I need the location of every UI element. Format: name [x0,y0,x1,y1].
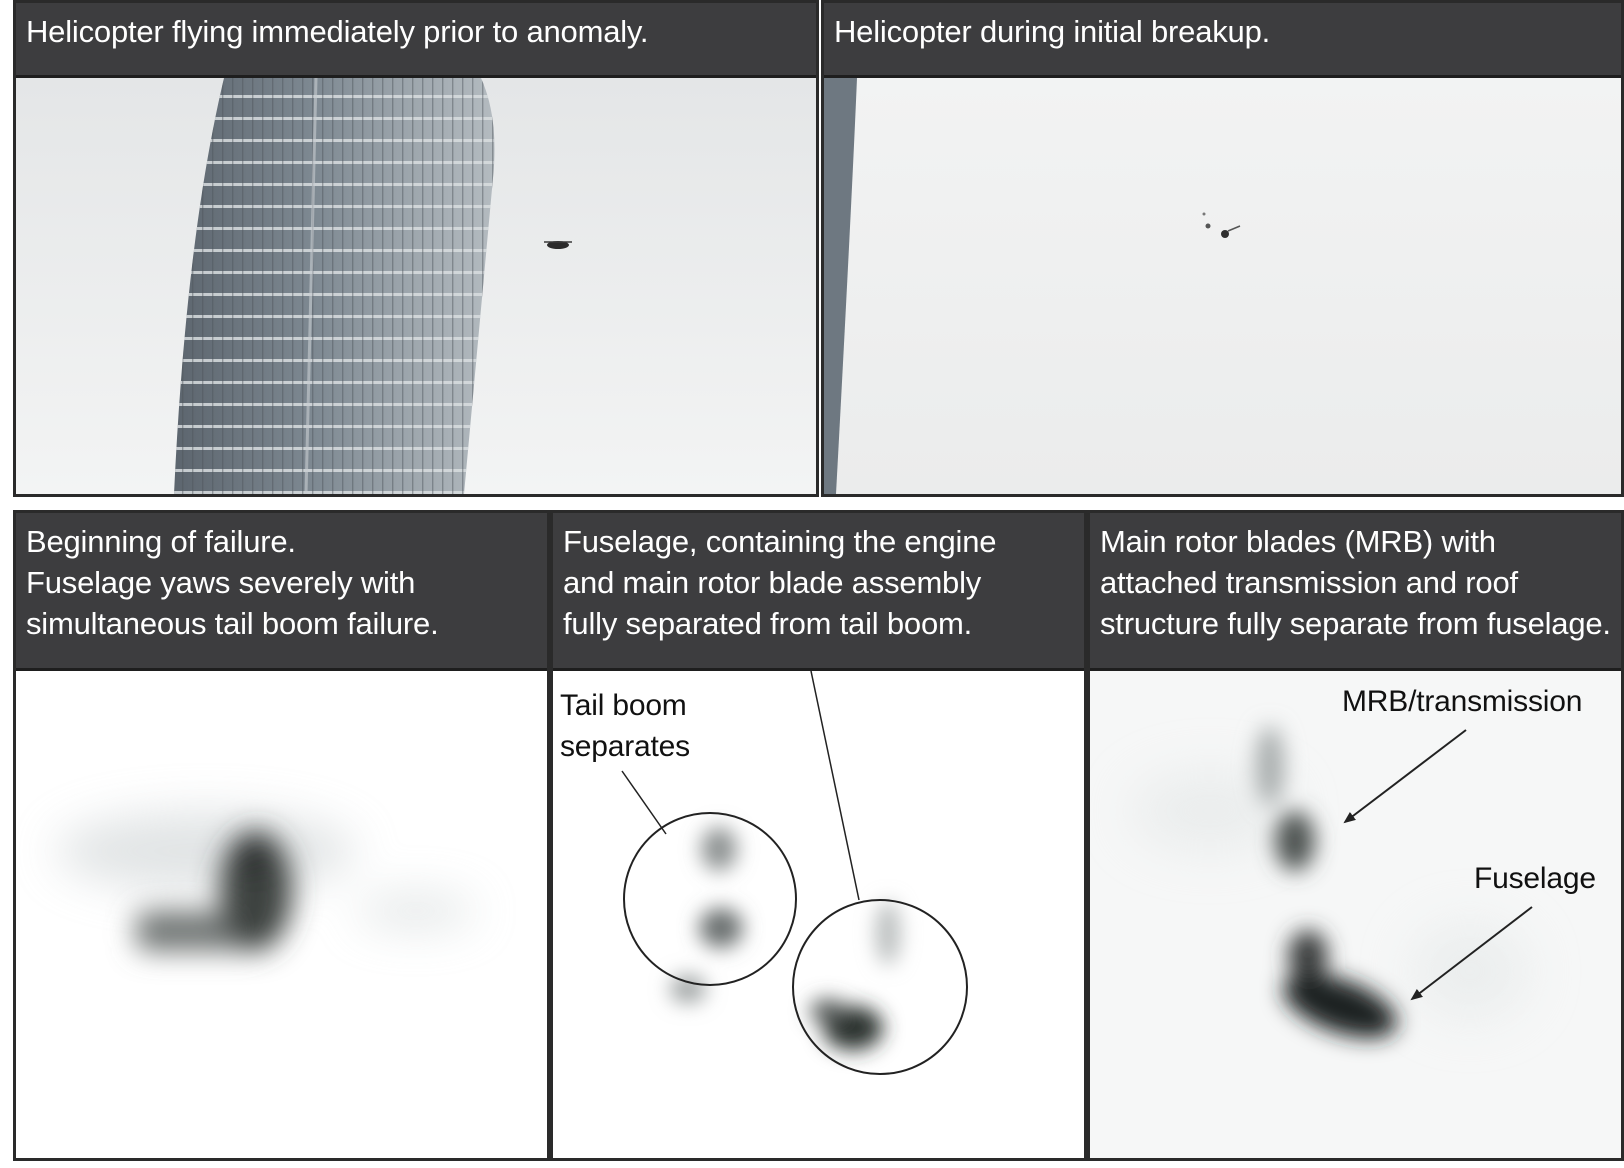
annotation-mrb-transmission: MRB/transmission [1342,685,1583,718]
panel-pre-anomaly [13,0,819,497]
panel-initial-breakup [821,0,1624,497]
panel-mrb-separated [1087,510,1624,1161]
annotation-fuselage: Fuselage [1474,862,1596,895]
photo-helicopter-breakup [824,78,1621,494]
panel-beginning-of-failure [13,510,550,1161]
photo-helicopter-near-tower [16,78,816,494]
panel-fuselage-separated [550,510,1087,1161]
photo-tail-boom-separation [553,671,1084,1158]
photo-mrb-and-fuselage [1090,671,1621,1158]
panel-caption: Helicopter flying immediately prior to anomaly. [16,3,816,78]
panel-caption: Beginning of failure. Fuselage yaws severely with simultaneous tail boom failure. [16,513,547,671]
sky [824,78,1621,494]
panel-caption: Fuselage, containing the engine and main rotor blade assembly fully separated from tail boom. [553,513,1084,671]
panel-caption: Main rotor blades (MRB) with attached transmission and roof structure fully separate from fuselage. [1090,513,1621,671]
panel-caption: Helicopter during initial breakup. [824,3,1621,78]
photo-fuselage-yaw [16,671,547,1158]
annotation-tail-boom: Tail boom separates [560,689,690,763]
